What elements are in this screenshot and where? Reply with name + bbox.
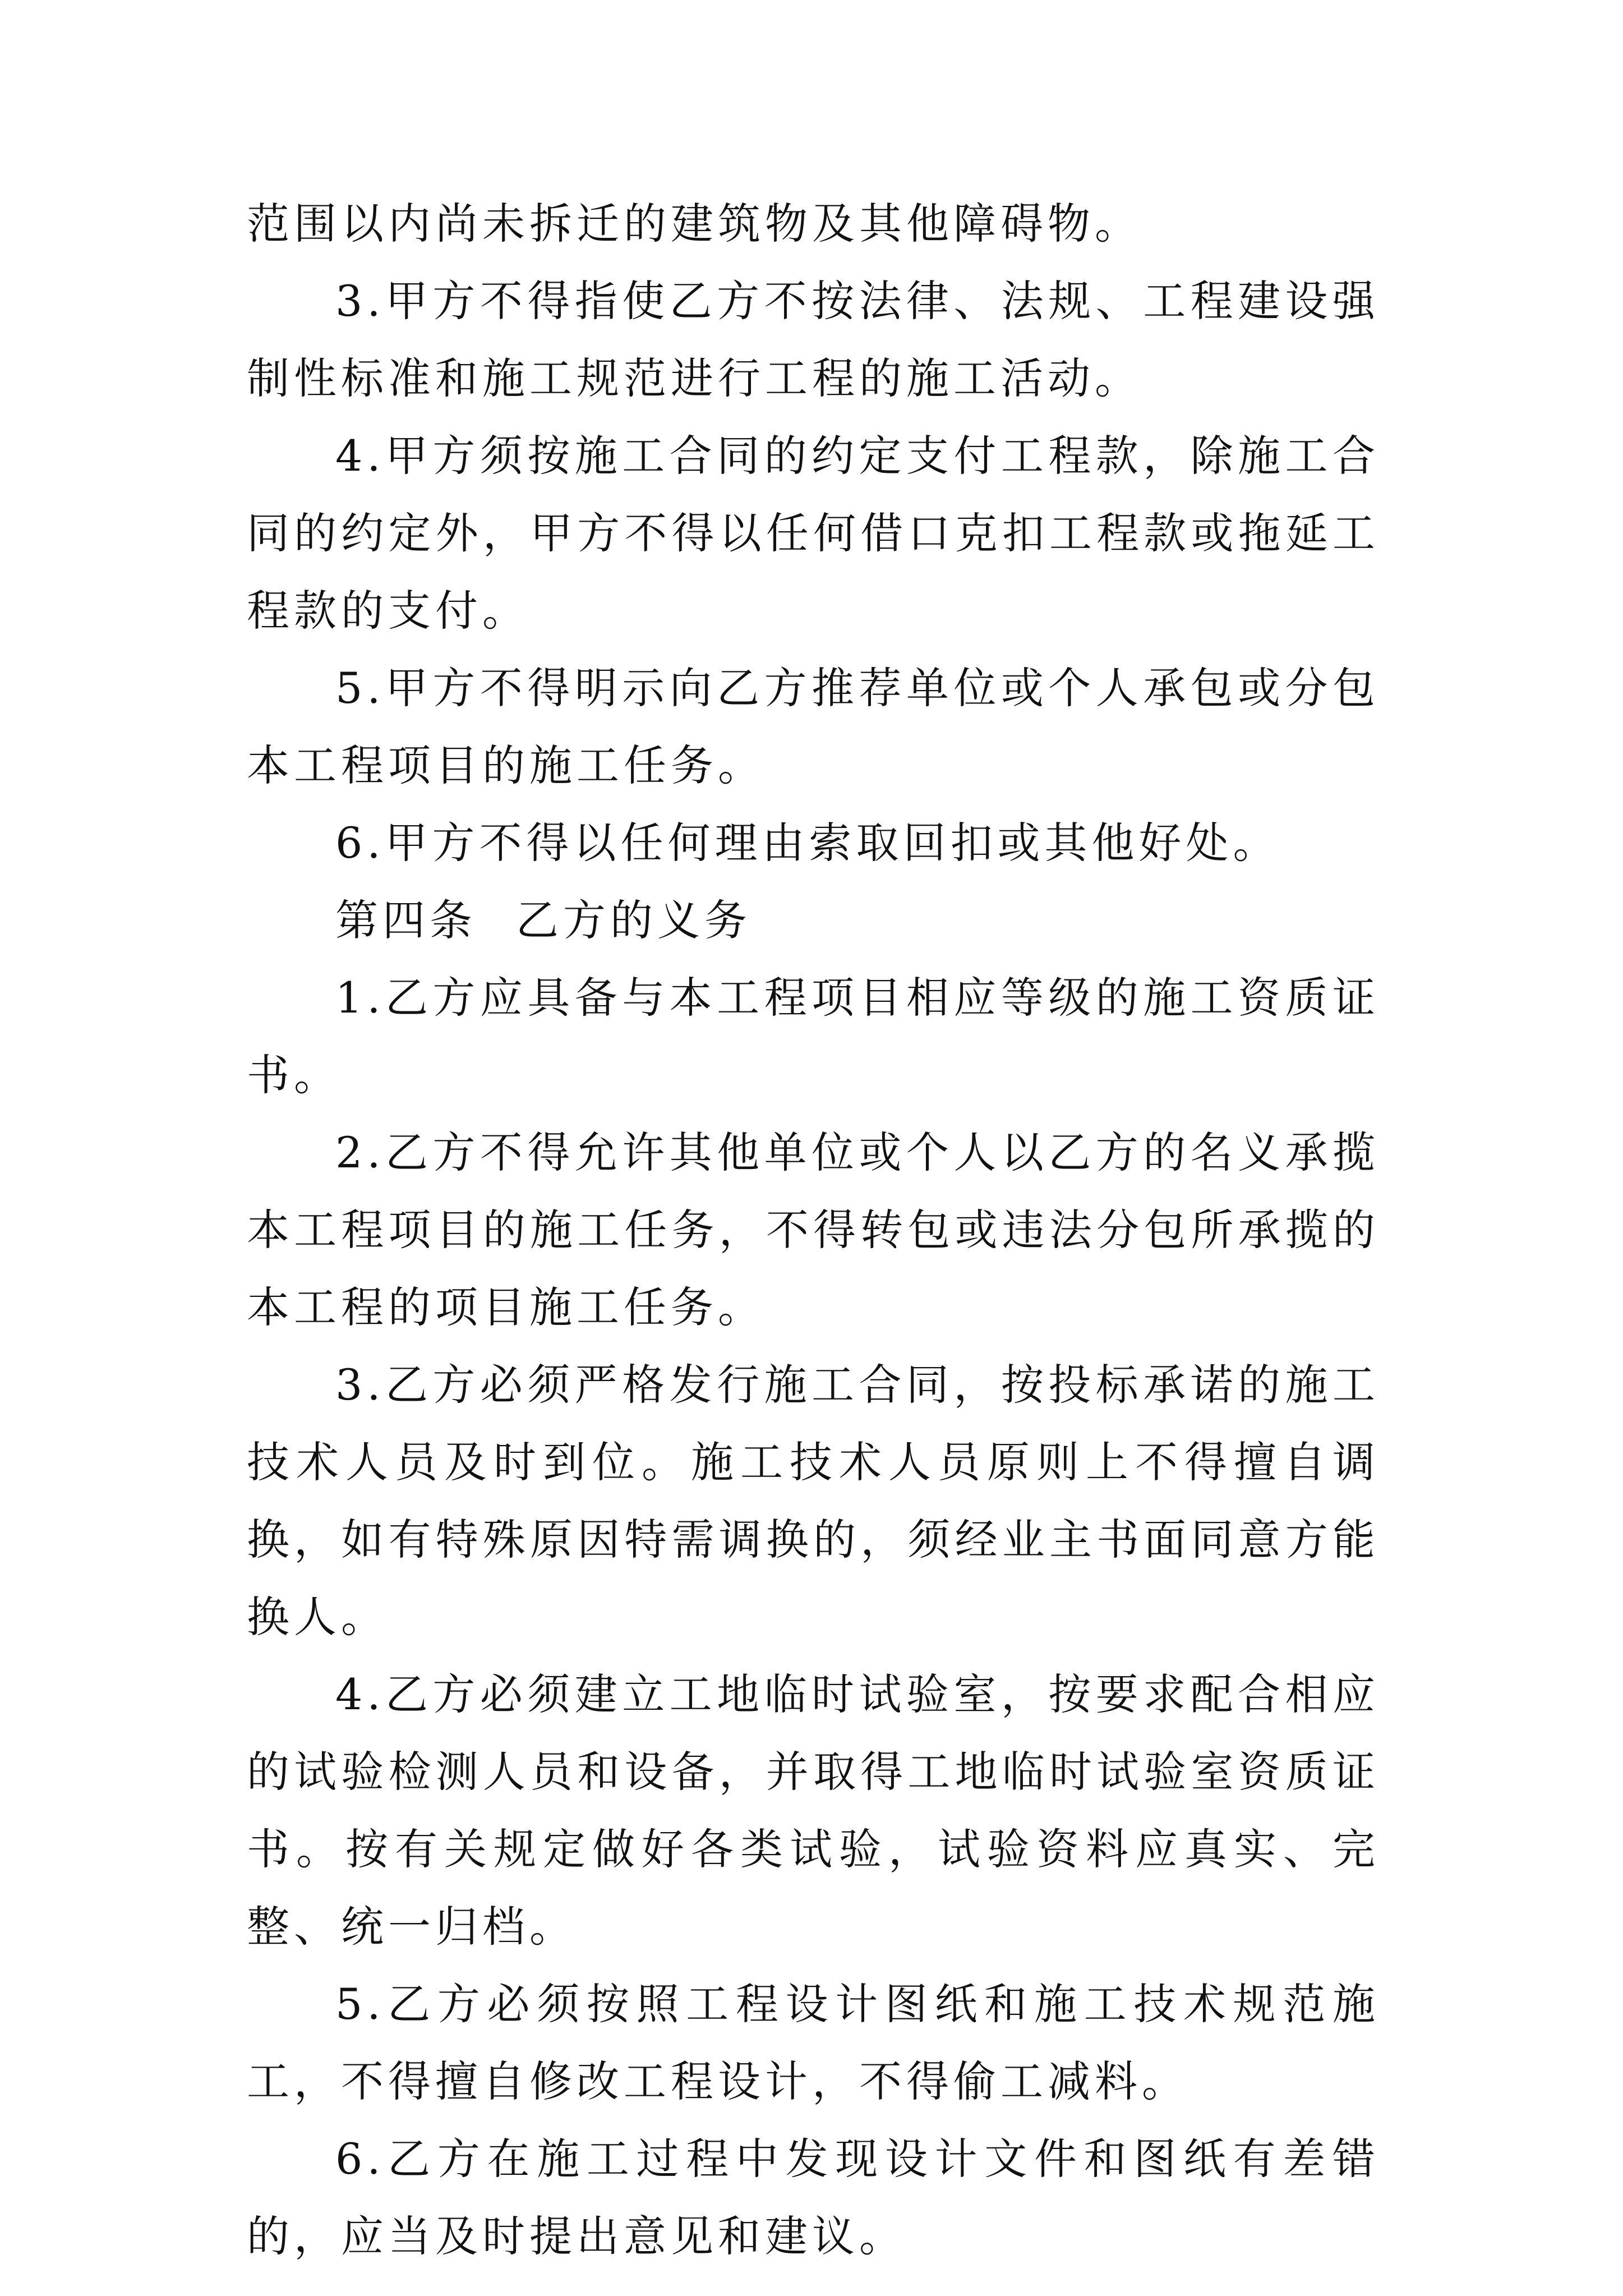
document-body <box>247 185 1380 2275</box>
obligation-3: 3.乙方必须严格发行施工合同，按投标承诺的施工技术人员及时到位。施工技术人员原则上不得擅自调换，如有特殊原因特需调换的，须经业主书面同意方能换人。 <box>247 1360 1380 1642</box>
paragraph-continuation: 范围以内尚未拆迁的建筑物及其他障碍物。 <box>247 199 1142 249</box>
obligation-6: 6.乙方在施工过程中发现设计文件和图纸有差错的，应当及时提出意见和建议。 <box>247 2134 1380 2261</box>
clause-6-party-a: 6.甲方不得以任何理由索取回扣或其他好处。 <box>335 818 1280 868</box>
obligation-5: 5.乙方必须按照工程设计图纸和施工技术规范施工，不得擅自修改工程设计，不得偷工减料。 <box>247 1979 1380 2106</box>
obligation-2: 2.乙方不得允许其他单位或个人以乙方的名义承揽本工程项目的施工任务，不得转包或违法分包所承揽的本工程的项目施工任务。 <box>247 1128 1380 1332</box>
obligation-1: 1.乙方应具备与本工程项目相应等级的施工资质证书。 <box>247 973 1380 1100</box>
section-title: 乙方的义务 <box>516 895 751 945</box>
clause-5-party-a: 5.甲方不得明示向乙方推荐单位或个人承包或分包本工程项目的施工任务。 <box>247 663 1380 790</box>
section-number: 第四条 <box>335 895 477 945</box>
clause-3-party-a: 3.甲方不得指使乙方不按法律、法规、工程建设强制性标准和施工规范进行工程的施工活动。 <box>247 276 1380 403</box>
clause-4-party-a: 4.甲方须按施工合同的约定支付工程款，除施工合同的约定外，甲方不得以任何借口克扣工程款或拖延工程款的支付。 <box>247 431 1380 636</box>
obligation-4: 4.乙方必须建立工地临时试验室，按要求配合相应的试验检测人员和设备，并取得工地临时试验室资质证书。按有关规定做好各类试验，试验资料应真实、完整、统一归档。 <box>247 1669 1380 1952</box>
section-heading <box>247 882 1380 959</box>
